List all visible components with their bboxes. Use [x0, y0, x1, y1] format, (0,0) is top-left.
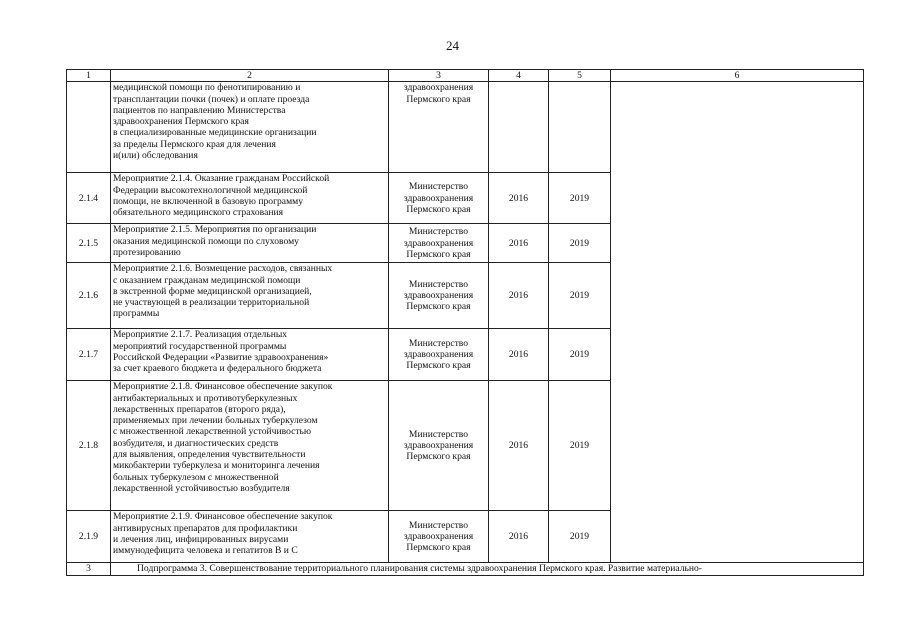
end-year: 2019: [549, 263, 611, 329]
executor-cell: [389, 381, 489, 511]
row-number: 2.1.5: [67, 224, 111, 263]
row-number: 2.1.8: [67, 381, 111, 511]
activity-text: Мероприятие 2.1.7. Реализация отдельных мероприятий государственной программы Российской Федерации «Развитие здравоохранения» за счет краевого бюджета и федерального бюджета: [111, 329, 389, 381]
row-number: 2.1.6: [67, 263, 111, 329]
header-col-3: 3: [389, 70, 489, 82]
row-number: 3: [67, 563, 111, 575]
end-year: [549, 82, 611, 173]
activity-text: Мероприятие 2.1.9. Финансовое обеспечение закупок антивирусных препаратов для профилактики и лечения лиц, инфицированных вирусами иммунодефицита человека и гепатитов В и С: [111, 511, 389, 563]
start-year: 2016: [489, 329, 549, 381]
row-number: 2.1.9: [67, 511, 111, 563]
header-col-5: 5: [549, 70, 611, 82]
start-year: 2016: [489, 224, 549, 263]
executor-cell: [389, 329, 489, 381]
end-year: 2019: [549, 511, 611, 563]
header-col-4: 4: [489, 70, 549, 82]
activity-text: Мероприятие 2.1.4. Оказание гражданам Российской Федерации высокотехнологичной медицинской помощи, не включенной в базовую программу обязательного медицинского страхования: [111, 173, 389, 224]
result-column: [611, 82, 864, 563]
page-number: 24: [446, 38, 459, 53]
header-col-1: 1: [67, 70, 111, 82]
end-year: 2019: [549, 381, 611, 511]
activity-text: Мероприятие 2.1.6. Возмещение расходов, связанных с оказанием гражданам медицинской помощи в экстренной форме медицинской организацией, не участвующей в реализации территориальной программы: [111, 263, 389, 329]
start-year: 2016: [489, 511, 549, 563]
end-year: 2019: [549, 224, 611, 263]
program-table: [66, 69, 864, 576]
header-col-2: 2: [111, 70, 389, 82]
executor-text: Министерство здравоохранения Пермского края: [403, 278, 474, 313]
header-row: [67, 70, 864, 82]
header-col-6: 6: [611, 70, 864, 82]
start-year: 2016: [489, 173, 549, 224]
row-number: 2.1.7: [67, 329, 111, 381]
executor-cell: [389, 224, 489, 263]
end-year: 2019: [549, 173, 611, 224]
executor-cell: [389, 82, 489, 173]
row-number: 2.1.4: [67, 173, 111, 224]
executor-text: Министерство здравоохранения Пермского края: [403, 428, 474, 463]
start-year: 2016: [489, 381, 549, 511]
executor-text: Министерство здравоохранения Пермского края: [403, 181, 474, 215]
executor-text: здравоохранения Пермского края: [403, 82, 474, 105]
activity-text: медицинской помощи по фенотипированию и трансплантации почки (почек) и оплате проезда пациентов по направлению Министерства здравоохранения Пермского края в специализированные медицинские организации за пределы Пермского края для лечения и(или) обследования: [111, 82, 389, 173]
executor-cell: [389, 263, 489, 329]
activity-text: Мероприятие 2.1.5. Мероприятия по организации оказания медицинской помощи по слуховому протезированию: [111, 224, 389, 263]
end-year: 2019: [549, 329, 611, 381]
start-year: 2016: [489, 263, 549, 329]
table-row-continuation: [67, 82, 864, 173]
executor-text: Министерство здравоохранения Пермского края: [403, 226, 474, 260]
executor-cell: [389, 511, 489, 563]
subprogram-title: Подпрограмма 3. Совершенствование территориального планирования системы здравоохранения Пермского края. Развитие материально-: [111, 563, 864, 575]
start-year: [489, 82, 549, 173]
row-number: [67, 82, 111, 173]
executor-cell: [389, 173, 489, 224]
executor-text: Министерство здравоохранения Пермского края: [403, 519, 474, 554]
activity-text: Мероприятие 2.1.8. Финансовое обеспечение закупок антибактериальных и противотуберкулезных лекарственных препаратов (второго ряда), применяемых при лечении больных туберкулезом с множественной лекарственной устойчивостью возбудителя, и диагностических средств для выявления, определения чувствительности микобактерии туберкулеза и мониторинга лечения больных туберкулезом с множественной лекарственной устойчивостью возбудителя: [111, 381, 389, 511]
executor-text: Министерство здравоохранения Пермского края: [403, 337, 474, 372]
subprogram-row: [67, 563, 864, 575]
